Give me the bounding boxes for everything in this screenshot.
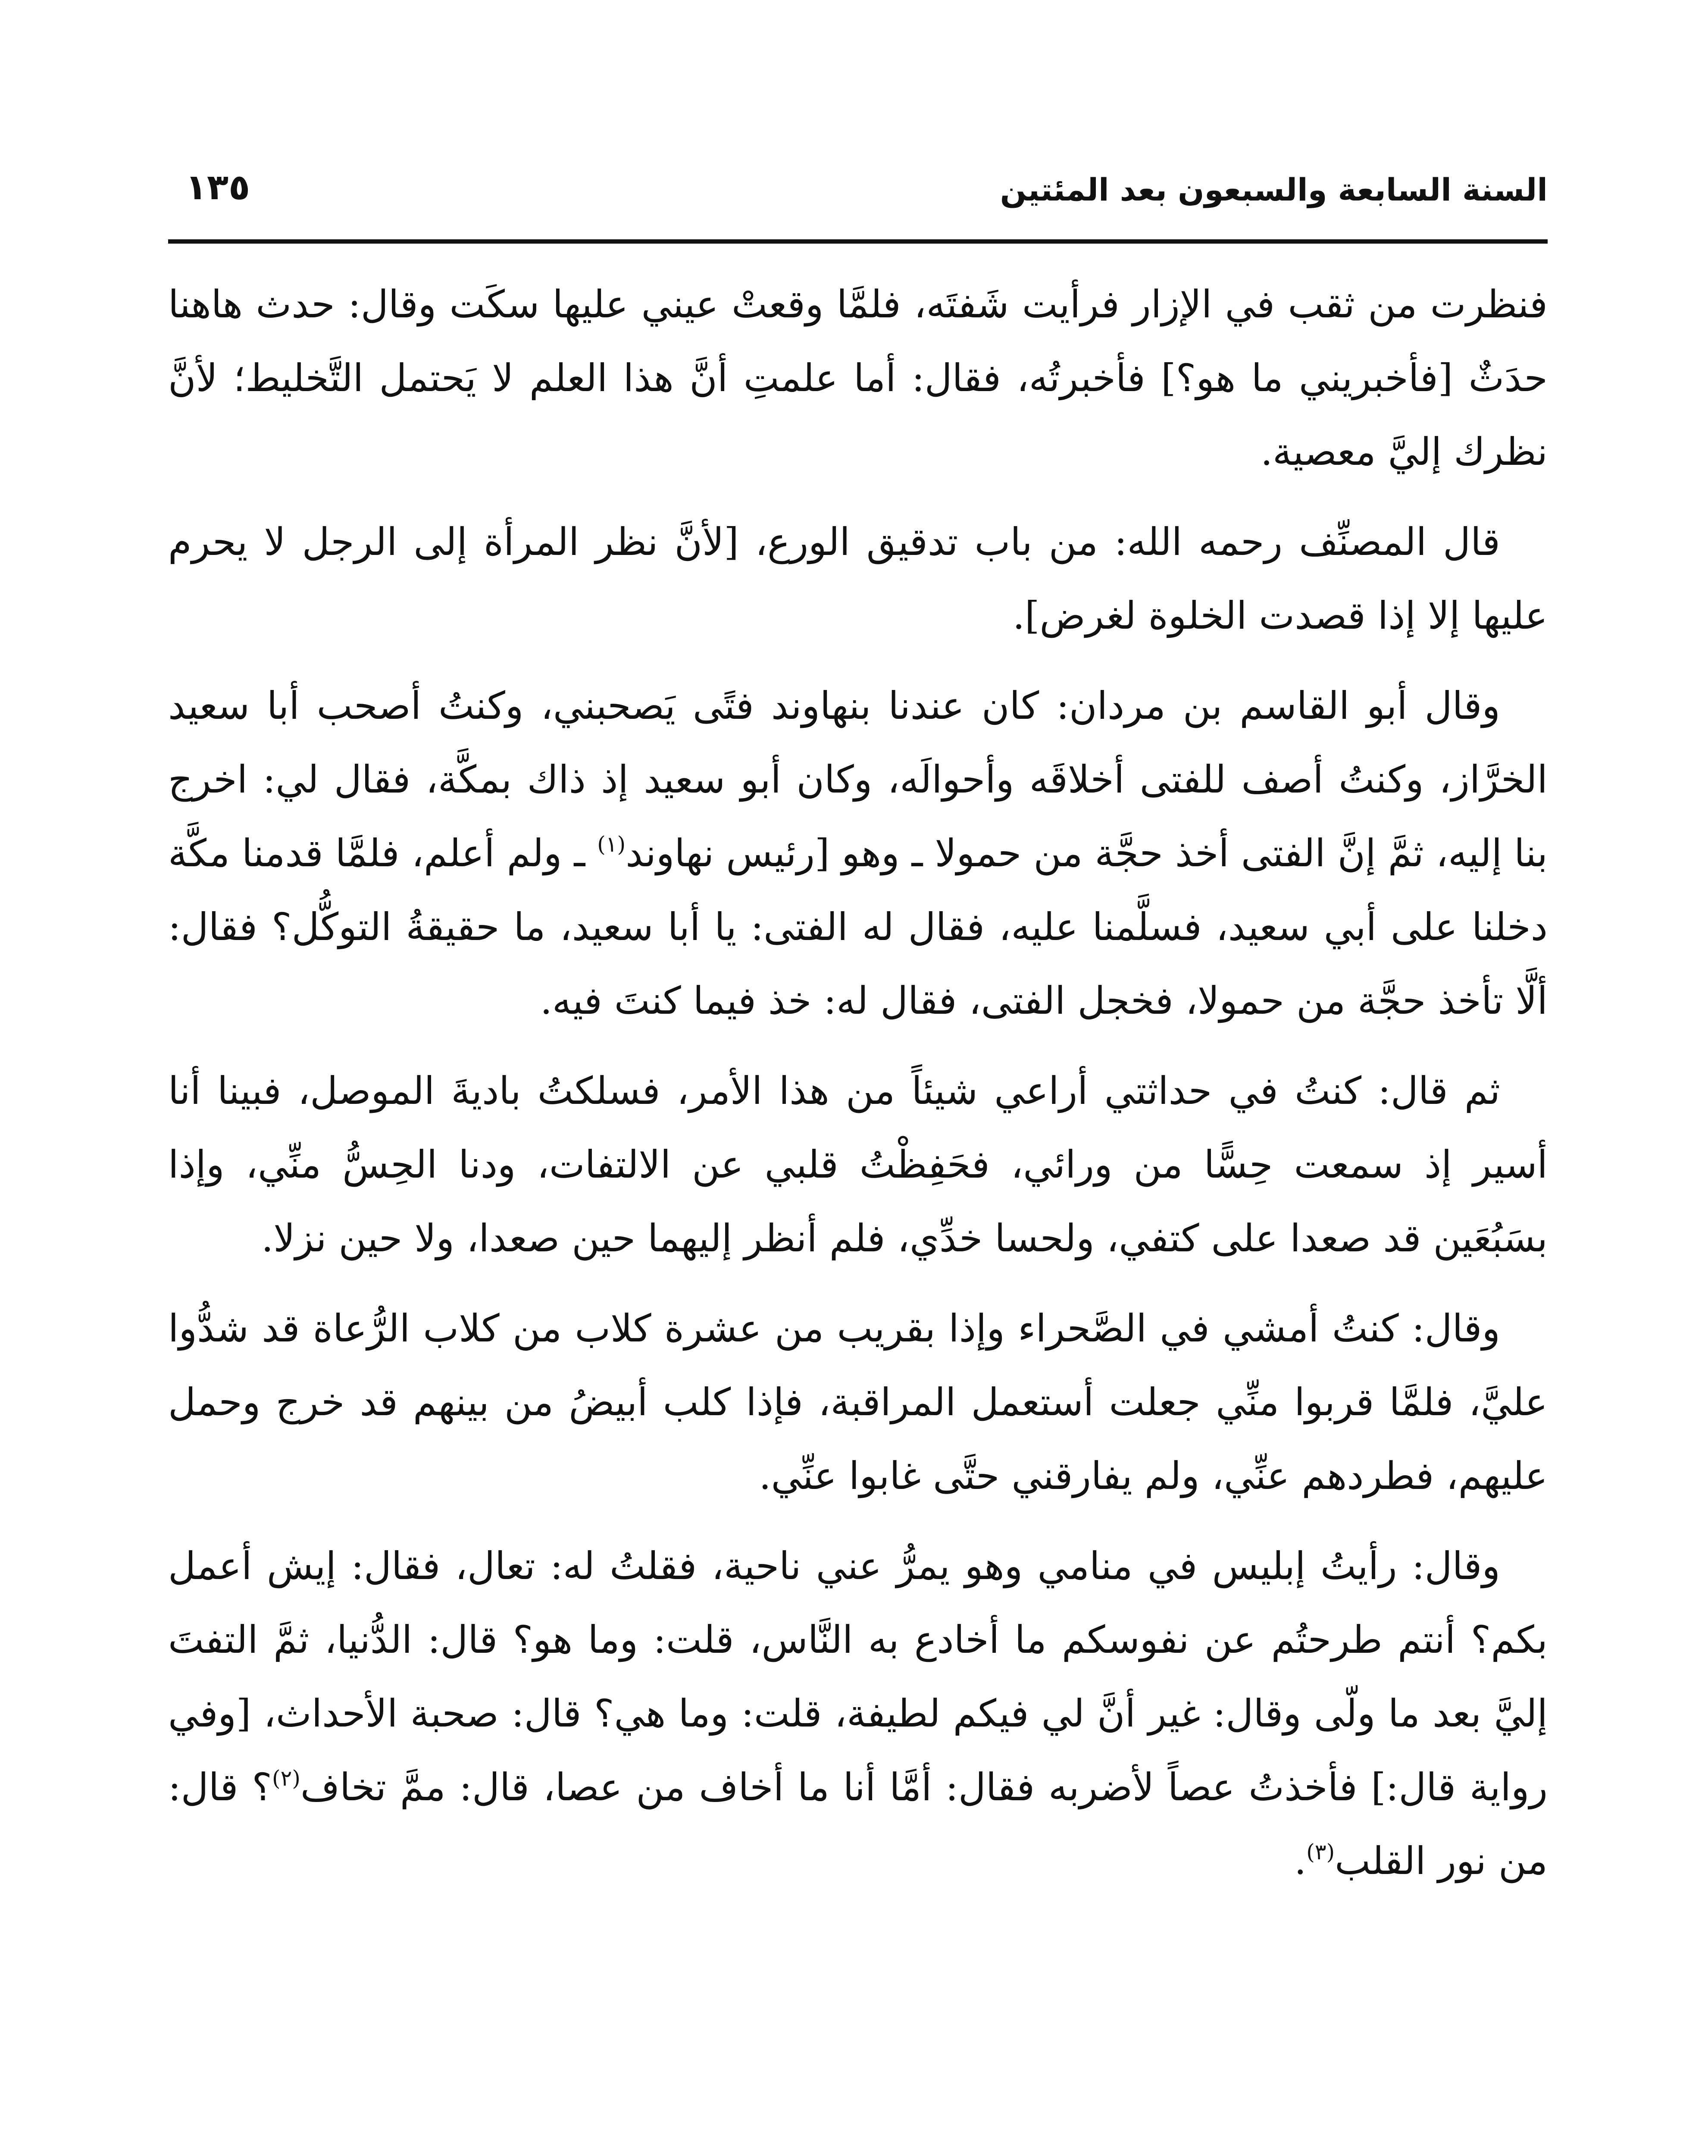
paragraph: [168, 669, 1548, 1037]
paragraph-text: قال المصنِّف رحمه الله: من باب تدقيق الورع، [لأنَّ نظر المرأة إلى الرجل لا يحرم عليها إلا إذا قصدت الخلوة لغرض].: [168, 520, 1548, 638]
footnote-ref: (١): [597, 832, 626, 857]
paragraph: [168, 1291, 1548, 1513]
page-number: ١٣٥: [185, 167, 250, 208]
footnote-ref: (٢): [272, 1766, 300, 1791]
paragraph-text: وقال: كنتُ أمشي في الصَّحراء وإذا بقريب من عشرة كلاب من كلاب الرُّعاة قد شدُّوا عليَّ، فلمَّا قربوا منِّي جعلت أستعمل المراقبة، فإذا كلب أبيضُ من بينهم قد خرج وحمل عليهم، فطردهم عنِّي، ولم يفارقني حتَّى غابوا عنِّي.: [168, 1306, 1548, 1498]
paragraph-text: وقال أبو القاسم بن مردان: كان عندنا بنهاوند فتًى يَصحبني، وكنتُ أصحب أبا سعيد الخرَّاز، وكنتُ أصف للفتى أخلاقَه وأحوالَه، وكان أبو سعيد إذ ذاك بمكَّة، فقال لي: اخرج بنا إليه، ثمَّ إنَّ الفتى أخذ حجَّة من حمولا ـ وهو [رئيس نهاوند: [168, 683, 1548, 875]
paragraph-text: ثم قال: كنتُ في حداثتي أراعي شيئاً من هذا الأمر، فسلكتُ باديةَ الموصل، فبينا أنا أسير إذ سمعت حِسًّا من ورائي، فحَفِظْتُ قلبي عن الالتفات، ودنا الحِسُّ منِّي، وإذا بسَبُعَين قد صعدا على كتفي، ولحسا خدِّي، فلم أنظر إليهما حين صعدا، ولا حين نزلا.: [168, 1069, 1548, 1260]
paragraph: [168, 505, 1548, 652]
header-rule: [168, 239, 1548, 244]
paragraph-text: فنظرت من ثقب في الإزار فرأيت شَفتَه، فلمَّا وقعتْ عيني عليها سكَت وقال: حدث هاهنا حدَثٌ [فأخبريني ما هو؟] فأخبرتُه، فقال: أما علمتِ أنَّ هذا العلم لا يَحتمل التَّخليط؛ لأنَّ نظرك إليَّ معصية.: [168, 282, 1548, 474]
paragraph-text: .: [1294, 1839, 1307, 1883]
paragraph: [168, 1054, 1548, 1275]
footnote-ref: (٣): [1306, 1839, 1335, 1865]
paragraph-text: وقال: رأيتُ إبليس في منامي وهو يمرُّ عني ناحية، فقلتُ له: تعال، فقال: إيش أعمل بكم؟ أنتم طرحتُم عن نفوسكم ما أخادع به النَّاس، قلت: وما هو؟ قال: الدُّنيا، ثمَّ التفتَ إليَّ بعد ما ولّى وقال: غير أنَّ لي فيكم لطيفة، قلت: وما هي؟ قال: صحبة الأحداث، [وفي رواية قال:] فأخذتُ عصاً لأضربه فقال: أمَّا أنا ما أخاف من عصا، قال: ممَّ تخاف: [168, 1544, 1548, 1809]
running-title: السنة السابعة والسبعون بعد المئتين: [1000, 172, 1548, 208]
paragraph: [168, 267, 1548, 489]
main-text: [168, 267, 1548, 1914]
paragraph-text: ـ ولم أعلم، فلمَّا قدمنا مكَّة دخلنا على أبي سعيد، فسلَّمنا عليه، فقال له الفتى: يا أبا سعيد، ما حقيقةُ التوكُّل؟ فقال: ألَّا تأخذ حجَّة من حمولا، فخجل الفتى، فقال له: خذ فيما كنتَ فيه.: [168, 831, 1548, 1023]
paragraph: [168, 1529, 1548, 1898]
page-header: [168, 151, 1548, 237]
paragraph-text: ؟ قال: من نور القلب: [168, 1765, 1548, 1883]
